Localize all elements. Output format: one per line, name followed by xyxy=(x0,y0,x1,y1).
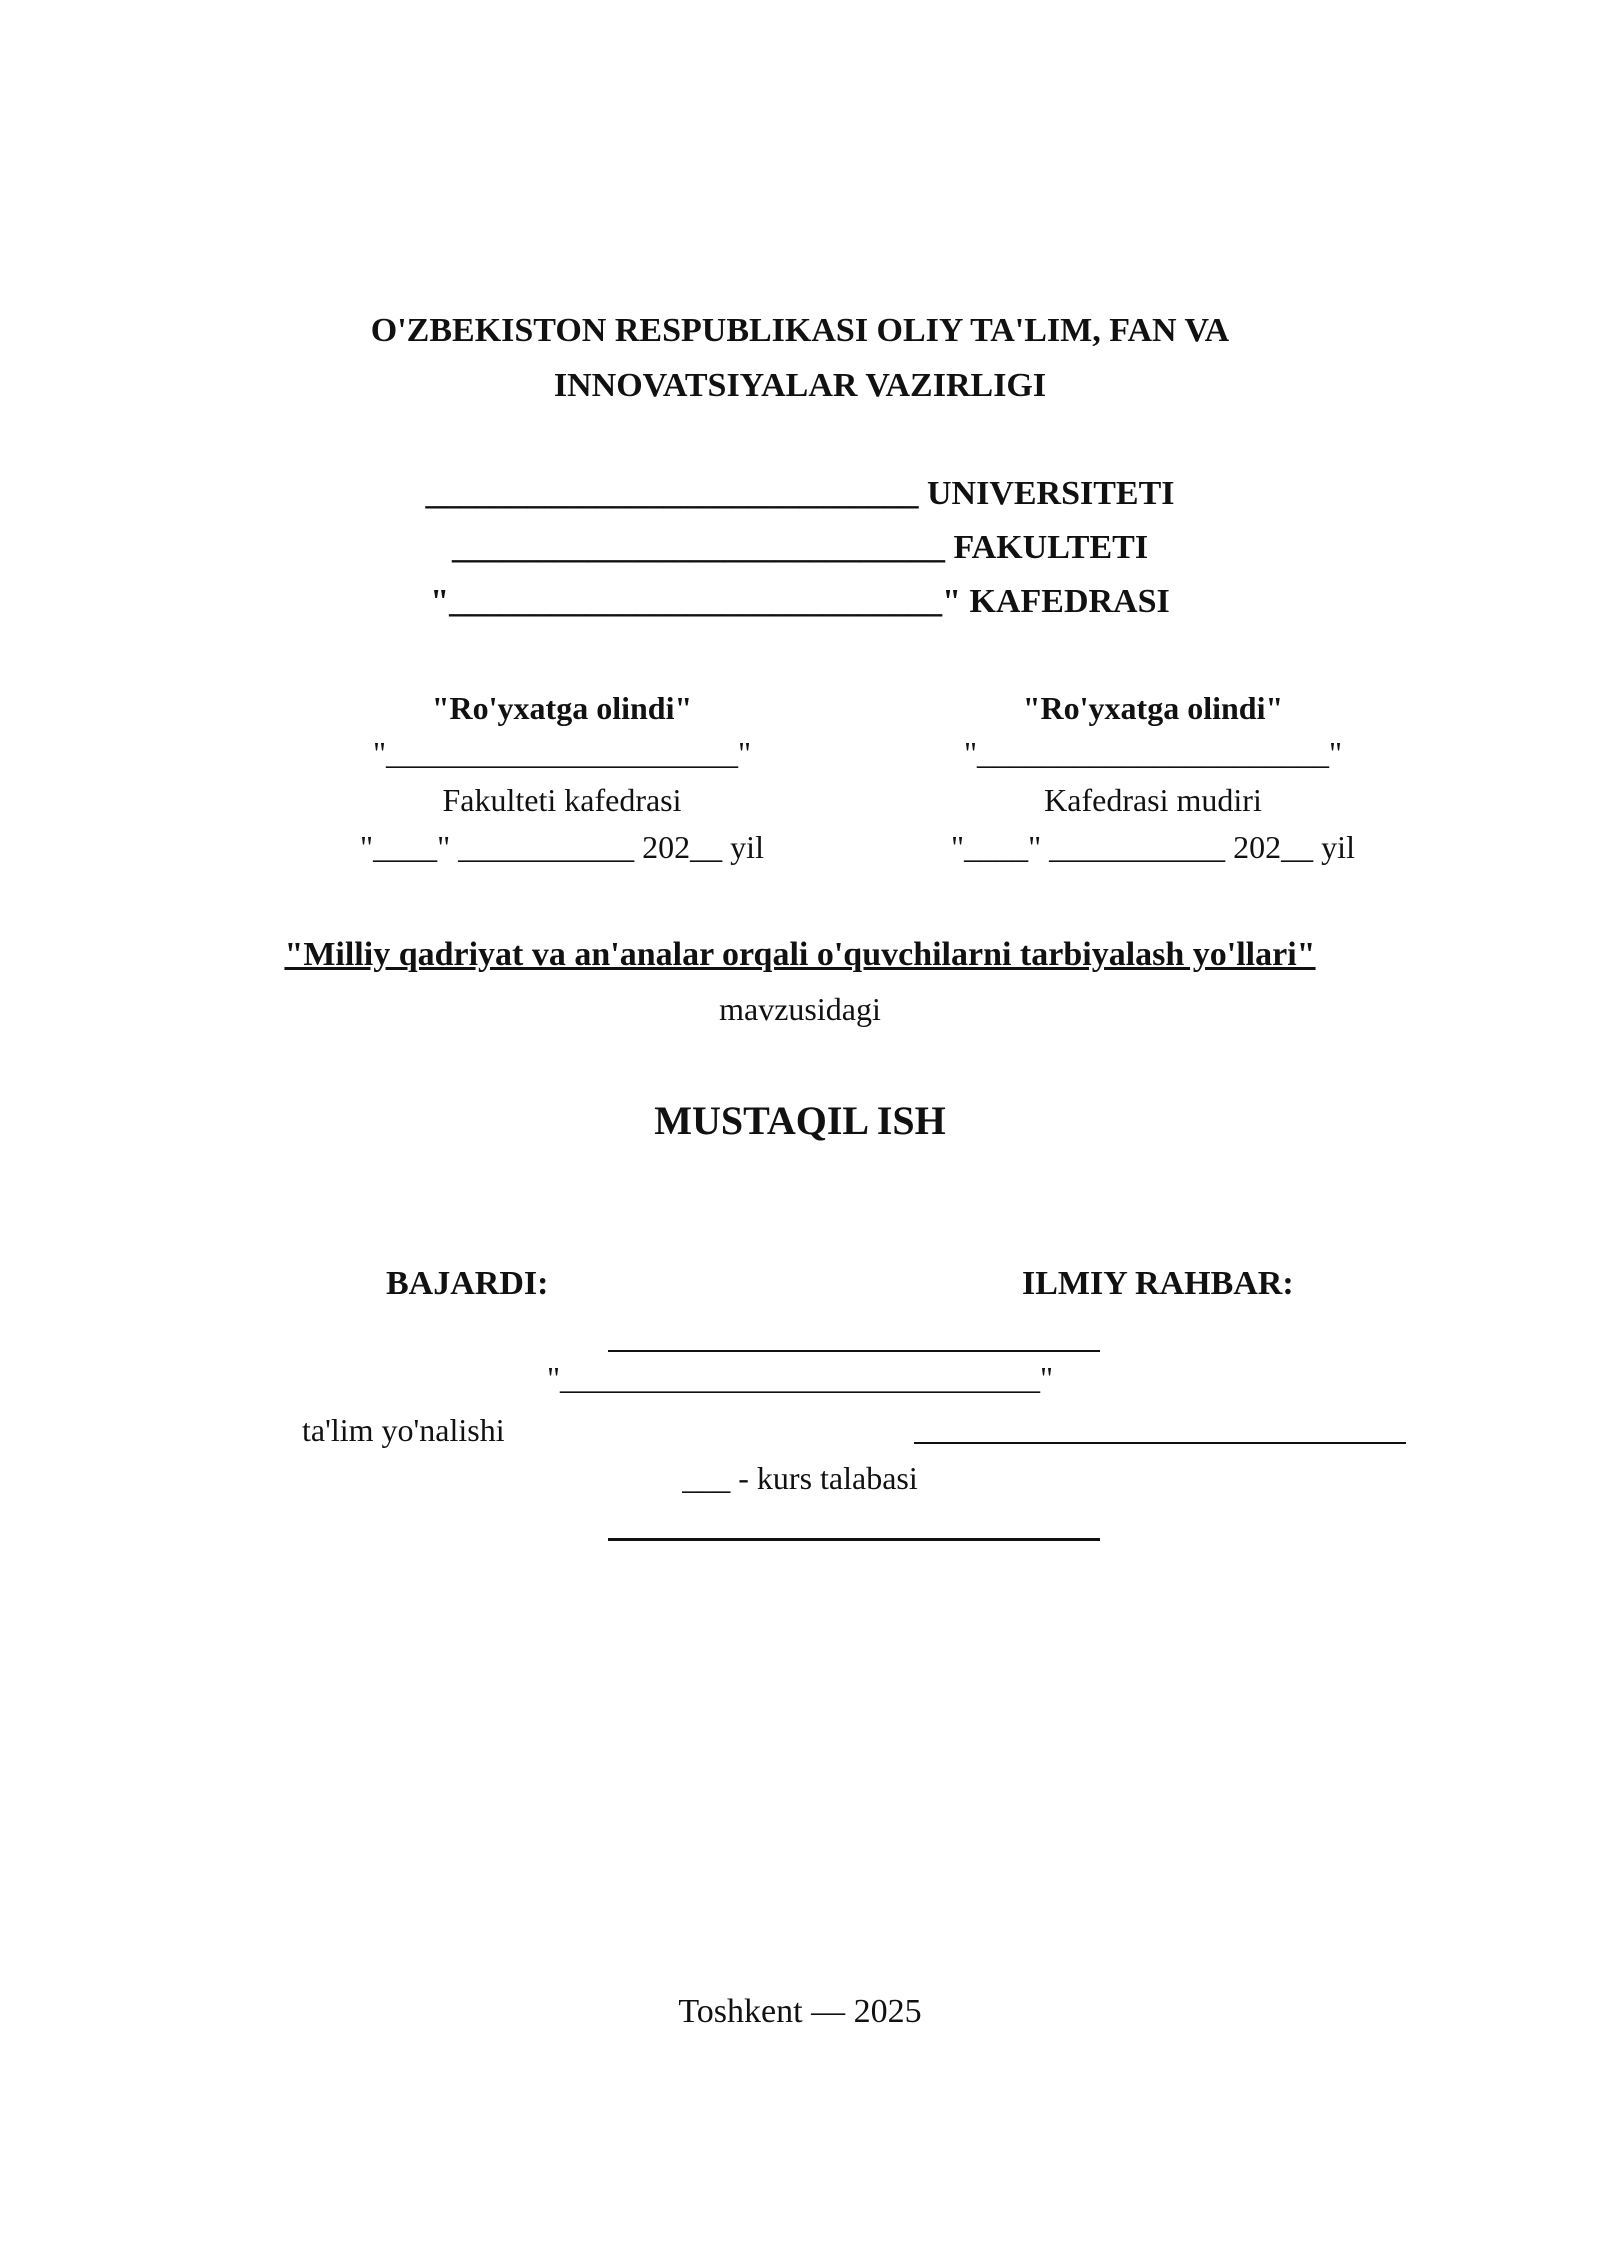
department-line: "_____________________________" KAFEDRASI xyxy=(430,583,1170,620)
topic-subtitle: mavzusidagi xyxy=(719,991,881,1027)
registration-left-title: "Ro'yxatga olindi" xyxy=(431,690,693,726)
direction-label: ta'lim yo'nalishi xyxy=(302,1412,505,1448)
registration-left-caption: Fakulteti kafedrasi xyxy=(442,782,682,818)
registration-right-caption: Kafedrasi mudiri xyxy=(1044,782,1262,818)
ministry-line-2: INNOVATSIYALAR VAZIRLIGI xyxy=(553,367,1047,404)
topic-title: "Milliy qadriyat va an'analar orqali o'quvchilarni tarbiyalash yo'llari" xyxy=(284,936,1316,973)
registration-left-date: "____" ___________ 202__ yil xyxy=(360,829,764,865)
registration-right-title: "Ro'yxatga olindi" xyxy=(1022,690,1284,726)
course-line: ___ - kurs talabasi xyxy=(682,1460,918,1496)
registration-left-blank: "______________________" xyxy=(372,735,752,771)
group-rule xyxy=(608,1538,1100,1541)
city-year: Toshkent — 2025 xyxy=(678,1993,922,2030)
performer-name-rule xyxy=(608,1350,1100,1352)
registration-right-date: "____" ___________ 202__ yil xyxy=(951,829,1355,865)
work-type-title: MUSTAQIL ISH xyxy=(654,1098,946,1143)
supervisor-label: ILMIY RAHBAR: xyxy=(1022,1265,1294,1302)
direction-blank-line: "______________________________" xyxy=(546,1360,1054,1396)
supervisor-name-rule xyxy=(914,1442,1406,1444)
ministry-line-1: O'ZBEKISTON RESPUBLIKASI OLIY TA'LIM, FAN VA xyxy=(370,312,1230,349)
performer-label: BAJARDI: xyxy=(386,1265,549,1302)
faculty-line: _____________________________ FAKULTETI xyxy=(451,529,1149,566)
university-line: _____________________________ UNIVERSITETI xyxy=(425,475,1175,512)
registration-right-blank: "______________________" xyxy=(963,735,1343,771)
